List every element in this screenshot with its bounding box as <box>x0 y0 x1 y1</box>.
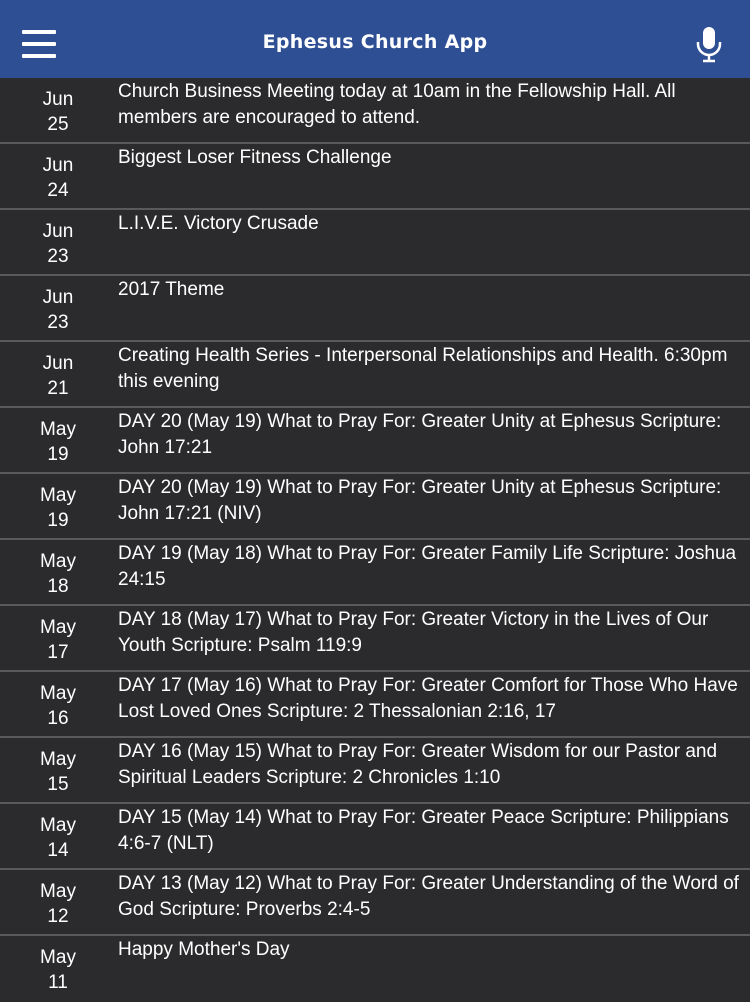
event-day: 23 <box>47 312 69 333</box>
event-row[interactable] <box>0 144 750 210</box>
event-date <box>0 144 118 203</box>
event-title: Church Business Meeting today at 10am in the Fellowship Hall. All members are encouraged to attend. <box>118 81 676 128</box>
menu-bar <box>22 54 56 58</box>
event-day: 18 <box>47 576 69 597</box>
event-title: DAY 18 (May 17) What to Pray For: Greater Victory in the Lives of Our Youth Scripture: Psalm 119:9 <box>118 609 709 656</box>
event-month: May <box>40 881 76 902</box>
event-title: DAY 15 (May 14) What to Pray For: Greater Peace Scripture: Philippians 4:6-7 (NLT) <box>118 807 729 854</box>
event-row[interactable] <box>0 804 750 870</box>
event-day: 16 <box>47 708 69 729</box>
event-day: 19 <box>47 444 69 465</box>
event-title: DAY 13 (May 12) What to Pray For: Greater Understanding of the Word of God Scripture: Proverbs 2:4-5 <box>118 873 739 920</box>
event-day: 24 <box>47 180 69 201</box>
app-header <box>0 0 750 78</box>
event-day: 12 <box>47 906 69 927</box>
event-row[interactable] <box>0 672 750 738</box>
event-title: DAY 17 (May 16) What to Pray For: Greater Comfort for Those Who Have Lost Loved Ones Scripture: 2 Thessalonian 2:16, 17 <box>118 675 738 722</box>
event-day: 14 <box>47 840 69 861</box>
event-month: May <box>40 419 76 440</box>
event-month: Jun <box>42 353 74 374</box>
event-date <box>0 936 118 995</box>
event-date <box>0 672 118 731</box>
event-row[interactable] <box>0 540 750 606</box>
event-month: Jun <box>42 155 74 176</box>
hamburger-menu-icon[interactable] <box>22 30 56 58</box>
event-day: 19 <box>47 510 69 531</box>
event-title: 2017 Theme <box>118 279 225 300</box>
event-row[interactable] <box>0 606 750 672</box>
event-month: May <box>40 551 76 572</box>
event-month: May <box>40 749 76 770</box>
event-month: Jun <box>42 89 74 110</box>
event-day: 17 <box>47 642 69 663</box>
event-title: DAY 16 (May 15) What to Pray For: Greater Wisdom for our Pastor and Spiritual Leaders Scripture: 2 Chronicles 1:10 <box>118 741 718 788</box>
event-month: May <box>40 815 76 836</box>
event-day: 11 <box>48 972 68 993</box>
menu-bar <box>22 30 56 34</box>
event-month: May <box>40 947 76 968</box>
event-day: 23 <box>47 246 69 267</box>
event-month: Jun <box>42 287 74 308</box>
event-date <box>0 738 118 797</box>
event-date <box>0 276 118 335</box>
event-date <box>0 342 118 401</box>
event-title: Happy Mother's Day <box>118 939 290 960</box>
event-row[interactable] <box>0 408 750 474</box>
event-month: May <box>40 683 76 704</box>
event-title: DAY 20 (May 19) What to Pray For: Greater Unity at Ephesus Scripture: John 17:21 <box>118 411 722 458</box>
microphone-icon[interactable] <box>696 26 722 64</box>
event-title: L.I.V.E. Victory Crusade <box>118 213 319 234</box>
event-row[interactable] <box>0 210 750 276</box>
event-month: May <box>40 617 76 638</box>
event-date <box>0 210 118 269</box>
event-day: 15 <box>47 774 69 795</box>
event-title: DAY 19 (May 18) What to Pray For: Greater Family Life Scripture: Joshua 24:15 <box>118 543 737 590</box>
event-row[interactable] <box>0 276 750 342</box>
event-date <box>0 474 118 533</box>
menu-bar <box>22 42 56 46</box>
event-row[interactable] <box>0 870 750 936</box>
event-row[interactable] <box>0 936 750 1002</box>
event-day: 21 <box>47 378 69 399</box>
event-row[interactable] <box>0 738 750 804</box>
event-day: 25 <box>47 114 69 135</box>
app-title: Ephesus Church App <box>262 31 488 53</box>
event-title: DAY 20 (May 19) What to Pray For: Greater Unity at Ephesus Scripture: John 17:21 (NIV) <box>118 477 722 524</box>
event-date <box>0 870 118 929</box>
event-title: Creating Health Series - Interpersonal Relationships and Health. 6:30pm this evening <box>118 345 728 392</box>
event-row[interactable] <box>0 474 750 540</box>
event-row[interactable] <box>0 342 750 408</box>
event-date <box>0 606 118 665</box>
event-date <box>0 540 118 599</box>
event-month: May <box>40 485 76 506</box>
event-title: Biggest Loser Fitness Challenge <box>118 147 392 168</box>
event-list <box>0 78 750 1002</box>
event-date <box>0 78 118 137</box>
event-row[interactable] <box>0 78 750 144</box>
event-date <box>0 408 118 467</box>
event-date <box>0 804 118 863</box>
event-month: Jun <box>42 221 74 242</box>
